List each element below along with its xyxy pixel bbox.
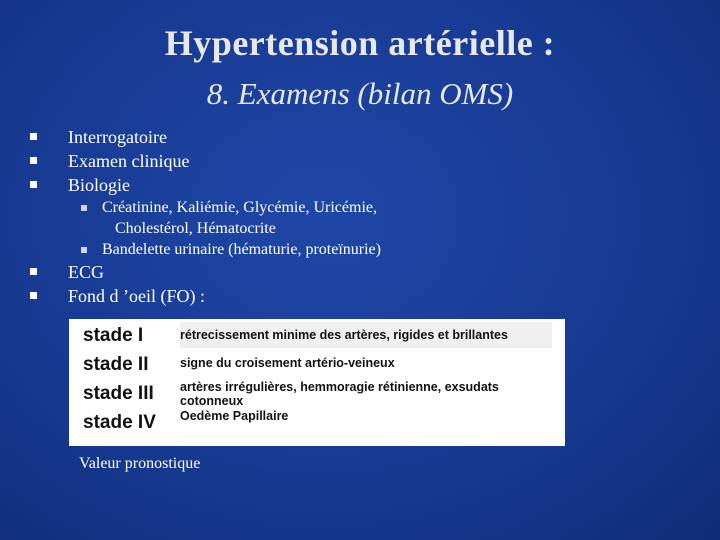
- bullet-examen-clinique: [30, 149, 381, 173]
- bullet-fond-oeil: [30, 284, 381, 308]
- bullet-interrogatoire: [30, 125, 381, 149]
- stade-label: stade III: [83, 383, 154, 404]
- slide-subtitle: 8. Examens (bilan OMS): [206, 76, 514, 111]
- bullet-label: Examen clinique: [68, 151, 190, 171]
- stade-description: artères irrégulières, hemmoragie rétinienne, exsudats cotonneux: [180, 380, 499, 408]
- stade-description: Oedème Papillaire: [180, 409, 289, 423]
- bullet-label: Biologie: [68, 175, 130, 195]
- sub-bullet-label: Créatinine, Kaliémie, Glycémie, Uricémie,: [102, 199, 377, 216]
- descriptions-column: [180, 322, 552, 435]
- sub-bullet-label: Bandelette urinaire (hématurie, proteïnurie): [102, 241, 381, 258]
- bullet-label: ECG: [68, 262, 104, 282]
- stade-description: rétrecissement minime des artères, rigides et brillantes: [180, 322, 552, 348]
- stade-label: stade I: [83, 325, 144, 346]
- sub-bullet-square-icon: [81, 205, 87, 211]
- fond-oeil-stades-table: [69, 319, 565, 446]
- sub-bullet-biochimie: [30, 197, 381, 239]
- sub-bullet-bandelette: [30, 239, 381, 260]
- bullet-list: [30, 125, 381, 308]
- caption-valeur-pronostique: Valeur pronostique: [79, 455, 201, 472]
- bullet-square-icon: [30, 181, 37, 188]
- bullet-square-icon: [30, 292, 37, 299]
- biologie-sublist-wrapper: [30, 197, 381, 260]
- bullet-biologie: [30, 173, 381, 197]
- stade-label: stade IV: [83, 412, 156, 433]
- bullet-ecg: [30, 260, 381, 284]
- sub-bullet-square-icon: [81, 247, 87, 253]
- sub-bullet-continuation: Cholestérol, Hématocrite: [115, 220, 276, 237]
- bullet-label: Interrogatoire: [68, 127, 167, 147]
- bullet-square-icon: [30, 133, 37, 140]
- biologie-sublist: [30, 197, 381, 260]
- stade-description: signe du croisement artério-veineux: [180, 356, 395, 370]
- bullet-square-icon: [30, 268, 37, 275]
- slide-title: Hypertension artérielle :: [164, 23, 556, 63]
- stade-label: stade II: [83, 354, 149, 375]
- bullet-square-icon: [30, 157, 37, 164]
- stades-column: [83, 321, 156, 437]
- bullet-label: Fond d ’oeil (FO) :: [68, 286, 205, 306]
